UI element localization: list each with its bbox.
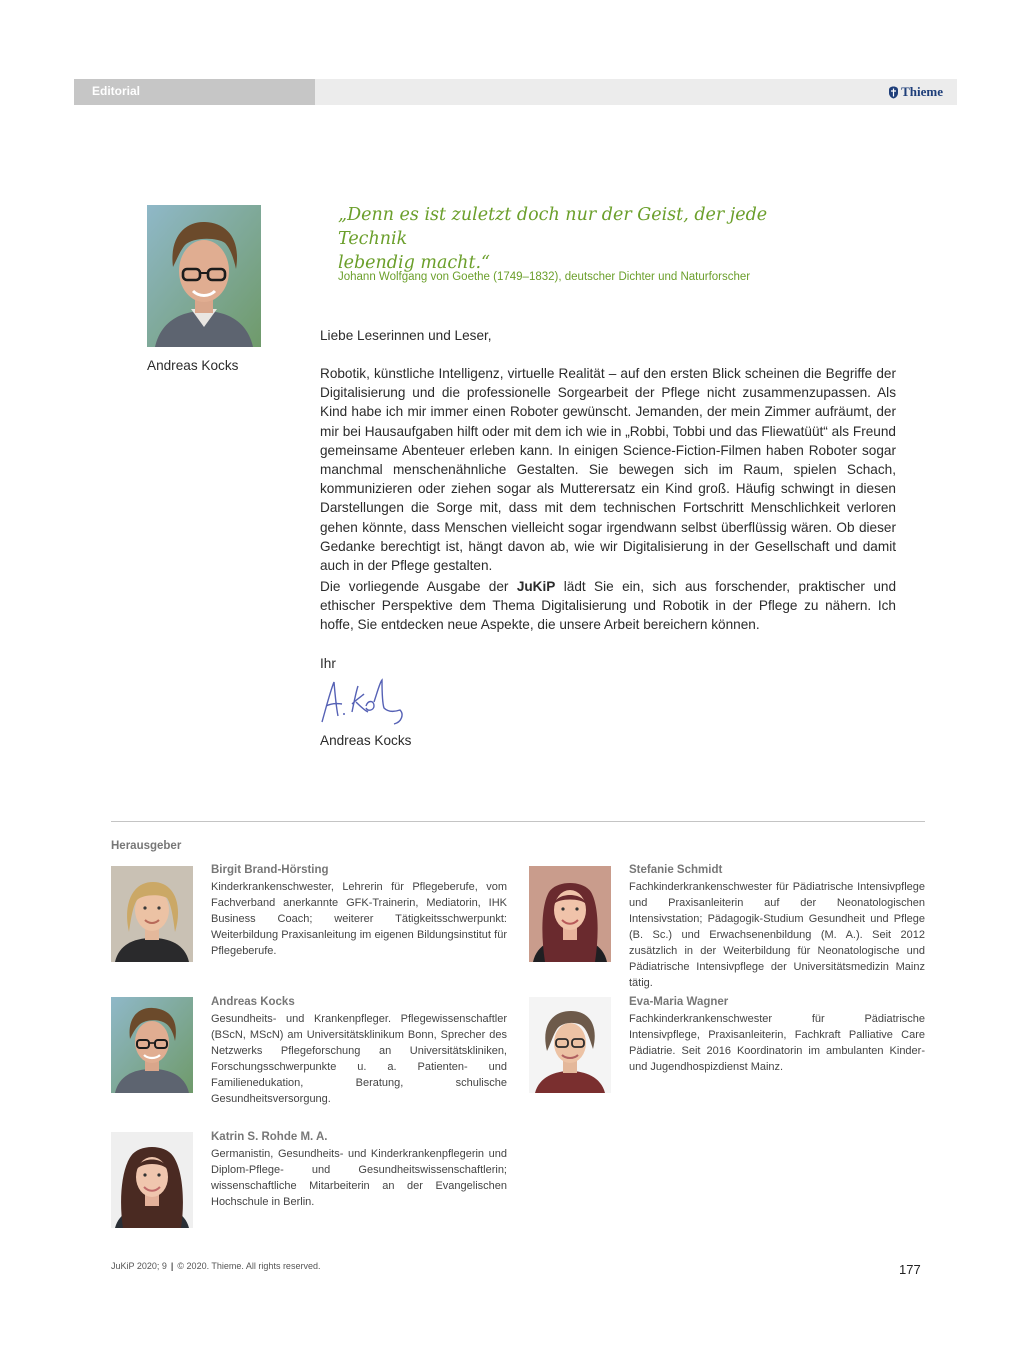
- editor-photo: [529, 997, 611, 1093]
- editor-description: Gesundheits- und Krankenpfleger. Pflegewissenschaftler (BScN, MScN) am Universitätsklinikum Bonn, Sprecher des Netzwerks Pflegeforschung an Universitätskliniken, Forschungsschwerpunkte u. a. Patienten- und Familienedukation, Beratung, schulische Gesundheitsversorgung.: [211, 1013, 507, 1105]
- quote-line-1: „Denn es ist zuletzt doch nur der Geist, der jede Technik: [338, 205, 768, 249]
- editor-name: Birgit Brand-Hörsting: [211, 864, 329, 876]
- paragraph-2-start: Die vorliegende Ausgabe der: [320, 579, 517, 594]
- signature: [316, 676, 408, 726]
- editor-description: Fachkinderkrankenschwester für Pädiatrische Intensivpflege, Praxisanleiterin, Fachkraft Palliative Care Pädiatrie. Seit 2016 Koordinatorin im ambulanten Kinder- und Jugendhospizdienst Mainz.: [629, 1013, 925, 1073]
- publisher-name: Thieme: [901, 84, 943, 99]
- letter-paragraph-1: Robotik, künstliche Intelligenz, virtuelle Realität – auf den ersten Blick scheinen die Begriffe der Digitalisierung und die professionelle Sorgearbeit der Pflege nicht zusammenzupassen. Als Kind habe ich mir immer einen Roboter gewünscht. Jemanden, der mein Zimmer aufräumt, der mir bei Hausaufgaben hilft oder mit dem ich wie in „Robbi, Tobbi und das Fliewatüüt“ als Freund gemeinsame Abenteuer erleben kann. In einigen Science-Fiction-Filmen haben Roboter sogar manchmal menschenähnliche Gestalten. Sie bewegen sich im Raum, spielen Schach, kommunizieren oder ziehen sogar als Mutterersatz ein Kind groß. Häufig schwingt in diesen Darstellungen die Sorge mit, dass mit dem technischen Fortschritt Menschlichkeit verloren gehen könnte, dass Menschen vielleicht sogar irgendwann selbst überflüssig wären. Ob dieser Gedanke berechtigt ist, hängt davon ab, wie wir Digitalisierung in der Gesellschaft und damit auch in der Pflege gestalten.: [320, 366, 896, 574]
- copyright: © 2020. Thieme. All rights reserved.: [177, 1261, 321, 1271]
- footer-separator: |: [170, 1261, 174, 1271]
- editor-name: Andreas Kocks: [211, 996, 295, 1008]
- editor-description: Germanistin, Gesundheits- und Kinderkrankenpflegerin und Diplom-Pflege- und Gesundheitswissenschaftlerin; wissenschaftliche Mitarbeiterin an der Evangelischen Hochschule in Berlin.: [211, 1148, 507, 1208]
- editor-photo: [111, 866, 193, 962]
- paragraph-2-end: lädt Sie ein, sich aus forschender, praktischer und ethischer Perspektive dem Thema Digitalisierung und Robotik in der Pflege zu nähern. Ich hoffe, Sie entdecken neue Aspekte, die unsere Arbeit bereichern können.: [320, 579, 897, 633]
- author-photo-caption: Andreas Kocks: [147, 358, 239, 373]
- divider: [111, 821, 925, 822]
- editor-name: Katrin S. Rohde M. A.: [211, 1131, 328, 1143]
- editor-description: Kinderkrankenschwester, Lehrerin für Pflegeberufe, vom Fachverband anerkannte GFK-Trainerin, Mediatorin, IHK Business Coach; weiterer Tätigkeitsschwerpunkt: Weiterbildung Praxisanleitung im eigenen Bildungsinstitut für Pflegeberufe.: [211, 881, 507, 957]
- editor-name: Stefanie Schmidt: [629, 864, 723, 876]
- quote: [338, 203, 808, 275]
- section-bar: [74, 79, 315, 105]
- quote-line-2: lebendig macht.“: [338, 253, 490, 273]
- editor-description: Fachkinderkrankenschwester für Pädiatrische Intensivpflege und Praxisanleiterin auf der Neonatologischen Intensivstation; Pädagogik-Studium Gesundheit und Pflege (B. Sc.) und Erwachsenenbildung (M. A.). Seit 2012 zusätzlich in der Weiterbildung für Neonatologische und Pädiatrische Intensivpflege der Universitätsmedizin Mainz tätig.: [629, 881, 925, 989]
- signed-name: Andreas Kocks: [320, 733, 412, 748]
- editor-photo: [111, 997, 193, 1093]
- page-number: 177: [899, 1262, 921, 1277]
- citation: JuKiP 2020; 9: [111, 1261, 167, 1271]
- editor-name: Eva-Maria Wagner: [629, 996, 729, 1008]
- editor-photo: [529, 866, 611, 962]
- journal-name: JuKiP: [516, 579, 556, 594]
- header-bar: [315, 79, 957, 105]
- editor-photo: [111, 1132, 193, 1228]
- greeting: Liebe Leserinnen und Leser,: [320, 328, 492, 343]
- editors-label: Herausgeber: [111, 840, 182, 852]
- section-label: Editorial: [92, 84, 141, 98]
- letter-paragraph-2: [320, 577, 896, 635]
- author-photo: [147, 205, 261, 347]
- publisher-logo: [888, 84, 943, 100]
- footer-citation: [111, 1261, 320, 1271]
- thieme-crest-icon: [888, 86, 899, 99]
- quote-source: Johann Wolfgang von Goethe (1749–1832), deutscher Dichter und Naturforscher: [338, 271, 751, 283]
- closing: Ihr: [320, 656, 336, 671]
